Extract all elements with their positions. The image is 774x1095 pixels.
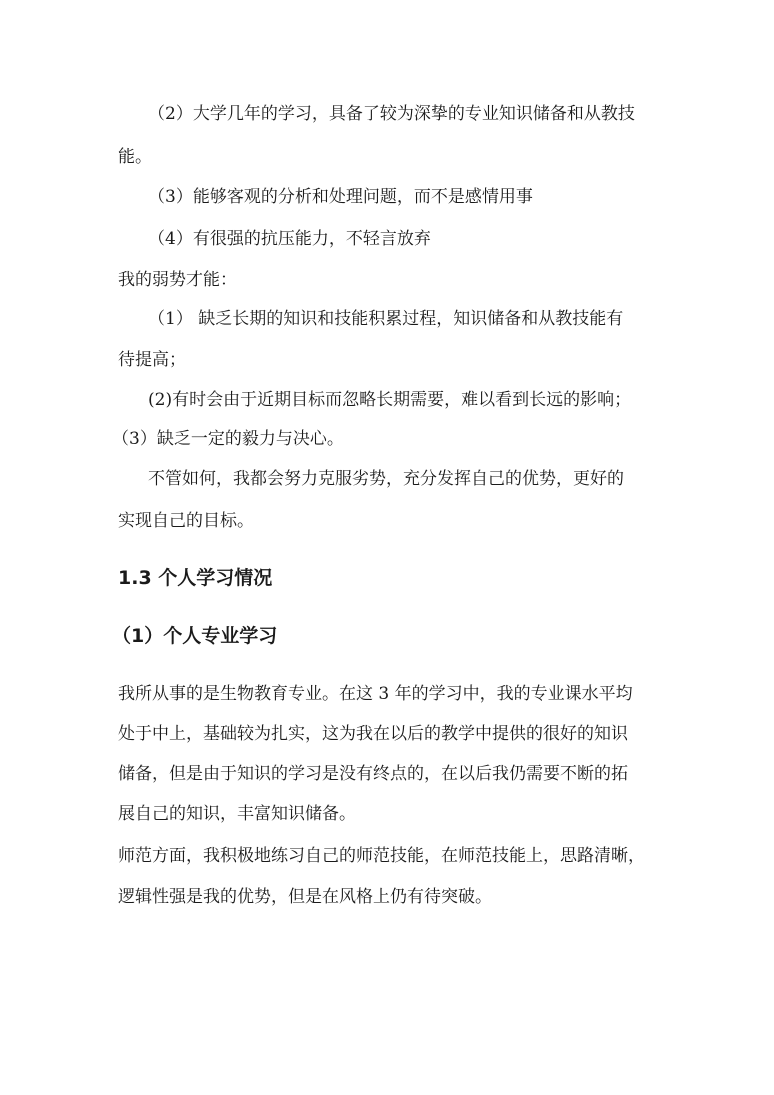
strength-item-2-line-1: （2）大学几年的学习，具备了较为深挚的专业知识储备和从教技 bbox=[148, 104, 635, 124]
study-para-1-line-4: 展自己的知识，丰富知识储备。 bbox=[118, 804, 356, 824]
conclusion-line-2: 实现自己的目标。 bbox=[118, 511, 254, 531]
section-title: 1.3 个人学习情况 bbox=[118, 567, 273, 589]
study-para-1-line-2: 处于中上，基础较为扎实，这为我在以后的教学中提供的很好的知识 bbox=[118, 724, 628, 744]
study-para-1-line-3: 储备，但是由于知识的学习是没有终点的，在以后我仍需要不断的拓 bbox=[118, 764, 628, 784]
section-subtitle: （1）个人专业学习 bbox=[112, 625, 278, 647]
conclusion-line-1: 不管如何，我都会努力克服劣势，充分发挥自己的优势，更好的 bbox=[148, 469, 624, 489]
study-para-1-line-1: 我所从事的是生物教育专业。在这 3 年的学习中，我的专业课水平均 bbox=[118, 684, 633, 704]
weakness-item-2: (2)有时会由于近期目标而忽略长期需要，难以看到长远的影响； bbox=[148, 390, 632, 410]
weakness-item-1-line-2: 待提高； bbox=[118, 350, 186, 370]
study-para-2-line-1: 师范方面，我积极地练习自己的师范技能，在师范技能上，思路清晰， bbox=[118, 846, 645, 866]
weakness-item-3: （3）缺乏一定的毅力与决心。 bbox=[112, 429, 344, 449]
strength-item-2-line-2: 能。 bbox=[118, 147, 152, 167]
weakness-item-1-line-1: （1） 缺乏长期的知识和技能积累过程，知识储备和从教技能有 bbox=[148, 309, 624, 329]
strength-item-4: （4）有很强的抗压能力，不轻言放弃 bbox=[148, 229, 431, 249]
strength-item-3: （3）能够客观的分析和处理问题，而不是感情用事 bbox=[148, 187, 533, 207]
study-para-2-line-2: 逻辑性强是我的优势，但是在风格上仍有待突破。 bbox=[118, 887, 492, 907]
weaknesses-heading: 我的弱势才能： bbox=[118, 270, 237, 290]
